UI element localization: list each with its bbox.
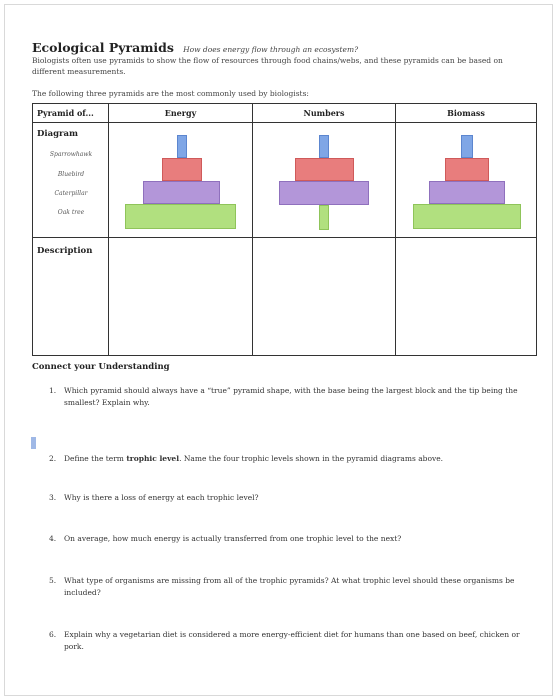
page-subtitle: How does energy flow through an ecosystem? [183, 45, 359, 54]
question-5 [49, 575, 527, 599]
question-number: 1. [49, 386, 57, 395]
numbers-caterpillar-block [279, 181, 369, 205]
table-divider [33, 122, 536, 123]
question-text: Which pyramid should always have a “true” pyramid shape, with the base being the largest block and the tip being the smallest? Explain why. [64, 386, 518, 407]
title-row [32, 37, 358, 56]
question-3 [49, 492, 527, 504]
question-4 [49, 533, 527, 545]
numbers-bluebird-block [295, 158, 354, 181]
question-text: What type of organisms are missing from all of the trophic pyramids? At what trophic level should these organisms be included? [64, 576, 515, 597]
question-text: On average, how much energy is actually transferred from one trophic level to the next? [64, 534, 402, 543]
header-energy: Energy [164, 108, 197, 118]
energy-bluebird-block [162, 158, 202, 181]
row-label-diagram: Diagram [37, 129, 79, 139]
question-text [64, 453, 527, 465]
biomass-bluebird-block [445, 158, 489, 181]
question-text-post: . Name the four trophic levels shown in the pyramid diagrams above. [179, 454, 444, 463]
numbers-description-cell[interactable] [253, 238, 395, 355]
section-heading: Connect your Understanding [32, 362, 170, 372]
question-number: 3. [49, 493, 57, 502]
biomass-sparrowhawk-block [461, 135, 473, 158]
level-label-sparrowhawk: Sparrowhawk [49, 151, 93, 158]
header-pyramid-of: Pyramid of... [37, 108, 94, 118]
energy-description-cell[interactable] [109, 238, 252, 355]
energy-oak-tree-block [125, 204, 236, 229]
row-label-description: Description [37, 246, 93, 256]
biomass-description-cell[interactable] [396, 238, 536, 355]
question-6 [49, 629, 527, 653]
numbers-oak-tree-block [319, 205, 329, 230]
biomass-oak-tree-block [413, 204, 521, 229]
level-label-bluebird: Bluebird [57, 171, 85, 178]
header-numbers: Numbers [303, 108, 345, 118]
question-number: 4. [49, 534, 57, 543]
question-2 [49, 453, 527, 465]
energy-caterpillar-block [143, 181, 220, 204]
question-1 [49, 385, 527, 409]
text-cursor-marker[interactable] [31, 437, 36, 449]
lead-text: The following three pyramids are the most commonly used by biologists: [32, 89, 309, 98]
pyramid-table [32, 103, 537, 356]
question-number: 2. [49, 454, 57, 463]
level-label-caterpillar: Caterpillar [54, 190, 88, 197]
term-trophic-level: trophic level [126, 454, 180, 463]
question-number: 5. [49, 576, 57, 585]
header-biomass: Biomass [447, 108, 485, 118]
level-label-oak-tree: Oak tree [57, 209, 85, 216]
energy-sparrowhawk-block [177, 135, 187, 158]
question-text: Why is there a loss of energy at each trophic level? [64, 493, 259, 502]
biomass-caterpillar-block [429, 181, 505, 204]
question-text-pre: Define the term [64, 454, 127, 463]
intro-text: Biologists often use pyramids to show the flow of resources through food chains/webs, and these pyramids can be based on different measurements. [32, 56, 503, 76]
page-title: Ecological Pyramids [32, 40, 174, 55]
numbers-sparrowhawk-block [319, 135, 329, 158]
question-text: Explain why a vegetarian diet is considered a more energy-efficient diet for humans than one based on beef, chicken or pork. [64, 630, 520, 651]
question-number: 6. [49, 630, 57, 639]
